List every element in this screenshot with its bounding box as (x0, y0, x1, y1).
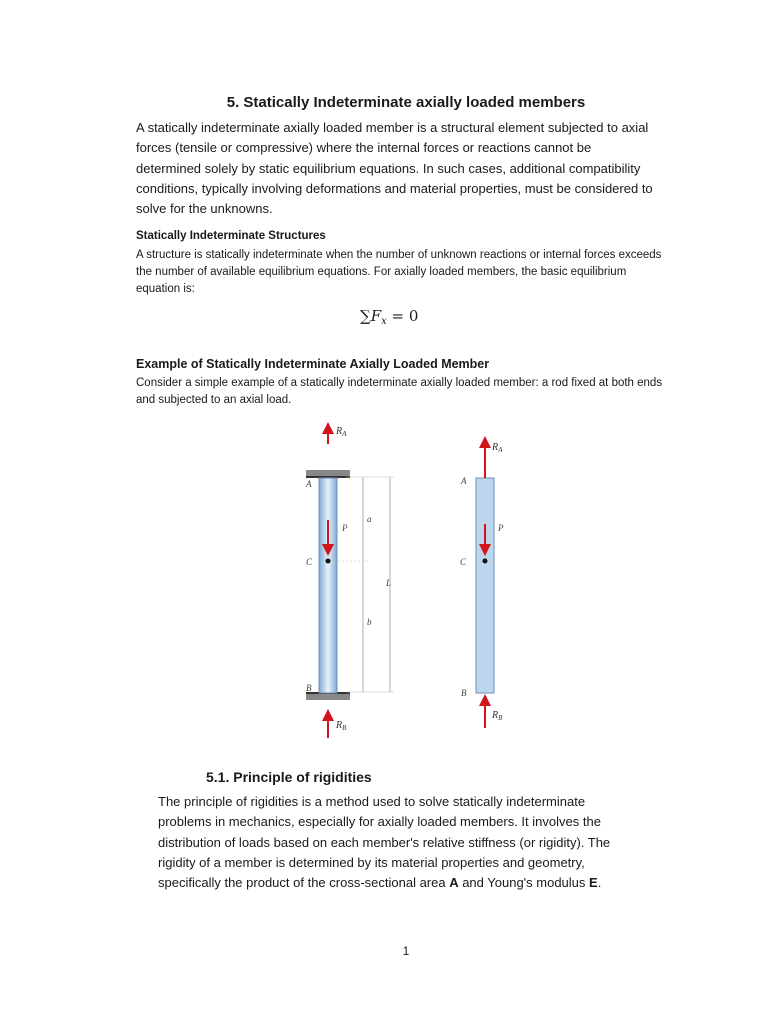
equilibrium-equation (360, 307, 418, 327)
rigidities-paragraph: The principle of rigidities is a method used to solve statically indeterminate problems in mechanics, especially for axially loaded members. It involves the distribution of loads based on each member's relative stiffness (or rigidity). The rigidity of a member is determined by its material properties and geometry, specifically the product of the cross-sectional area A and Young's modulus E. (158, 794, 611, 891)
rb-label-left: $R_B$ (336, 720, 347, 732)
rod-figure (290, 420, 530, 750)
c-label-left: C (306, 557, 313, 567)
intro-paragraph: A statically indeterminate axially loaded member is a structural element subjected to axial forces (tensile or compressive) where the internal forces or reactions cannot be determined solely by static equilibrium equations. In such cases, additional compatibility conditions, typically involving deformations and material properties, must be considered to solve for the unknowns. (136, 120, 653, 217)
point-c-left (326, 559, 331, 564)
force-symbol: F (370, 307, 382, 325)
page-number: 1 (402, 944, 410, 958)
section-title: 5. Statically Indeterminate axially loaded members (226, 94, 586, 111)
fixed-rod-diagram (305, 426, 394, 738)
dim-l-label: L (386, 578, 392, 588)
free-body-rod (476, 478, 494, 693)
p-label-right: P (498, 523, 504, 533)
p-label-left: P (342, 523, 348, 533)
example-heading: Example of Statically Indeterminate Axially Loaded Member (136, 357, 490, 371)
force-subscript: x (381, 316, 387, 327)
sum-symbol: ∑ (360, 307, 371, 325)
structures-paragraph: A structure is statically indeterminate when the number of unknown reactions or internal forces exceeds the number of available equilibrium equations. For axially loaded members, the basic equilibrium equation is: (136, 249, 662, 295)
free-body-diagram (460, 442, 504, 728)
dim-b-label: b (367, 617, 372, 627)
ra-label-left: $R_A$ (336, 426, 347, 438)
ra-label-right: $R_A$ (492, 442, 503, 454)
example-paragraph: Consider a simple example of a statically indeterminate axially loaded member: a rod fixed at both ends and subjected to an axial load. (136, 377, 663, 406)
subsection-title: 5.1. Principle of rigidities (206, 769, 372, 785)
a-label-right: A (461, 476, 467, 486)
a-label-left: A (306, 479, 312, 489)
top-support (306, 470, 350, 476)
b-label-left: B (306, 683, 312, 693)
bottom-support (306, 694, 350, 700)
bold-e: E (589, 875, 598, 891)
rb-label-right: $R_B$ (492, 710, 503, 722)
dim-a-label: a (367, 514, 372, 524)
bold-a: A (449, 875, 459, 891)
c-label-right: C (460, 557, 467, 567)
fixed-rod (319, 478, 337, 693)
point-c-right (483, 559, 488, 564)
equation-rhs: = 0 (386, 307, 419, 325)
b-label-right: B (461, 688, 467, 698)
structures-heading: Statically Indeterminate Structures (136, 230, 326, 242)
